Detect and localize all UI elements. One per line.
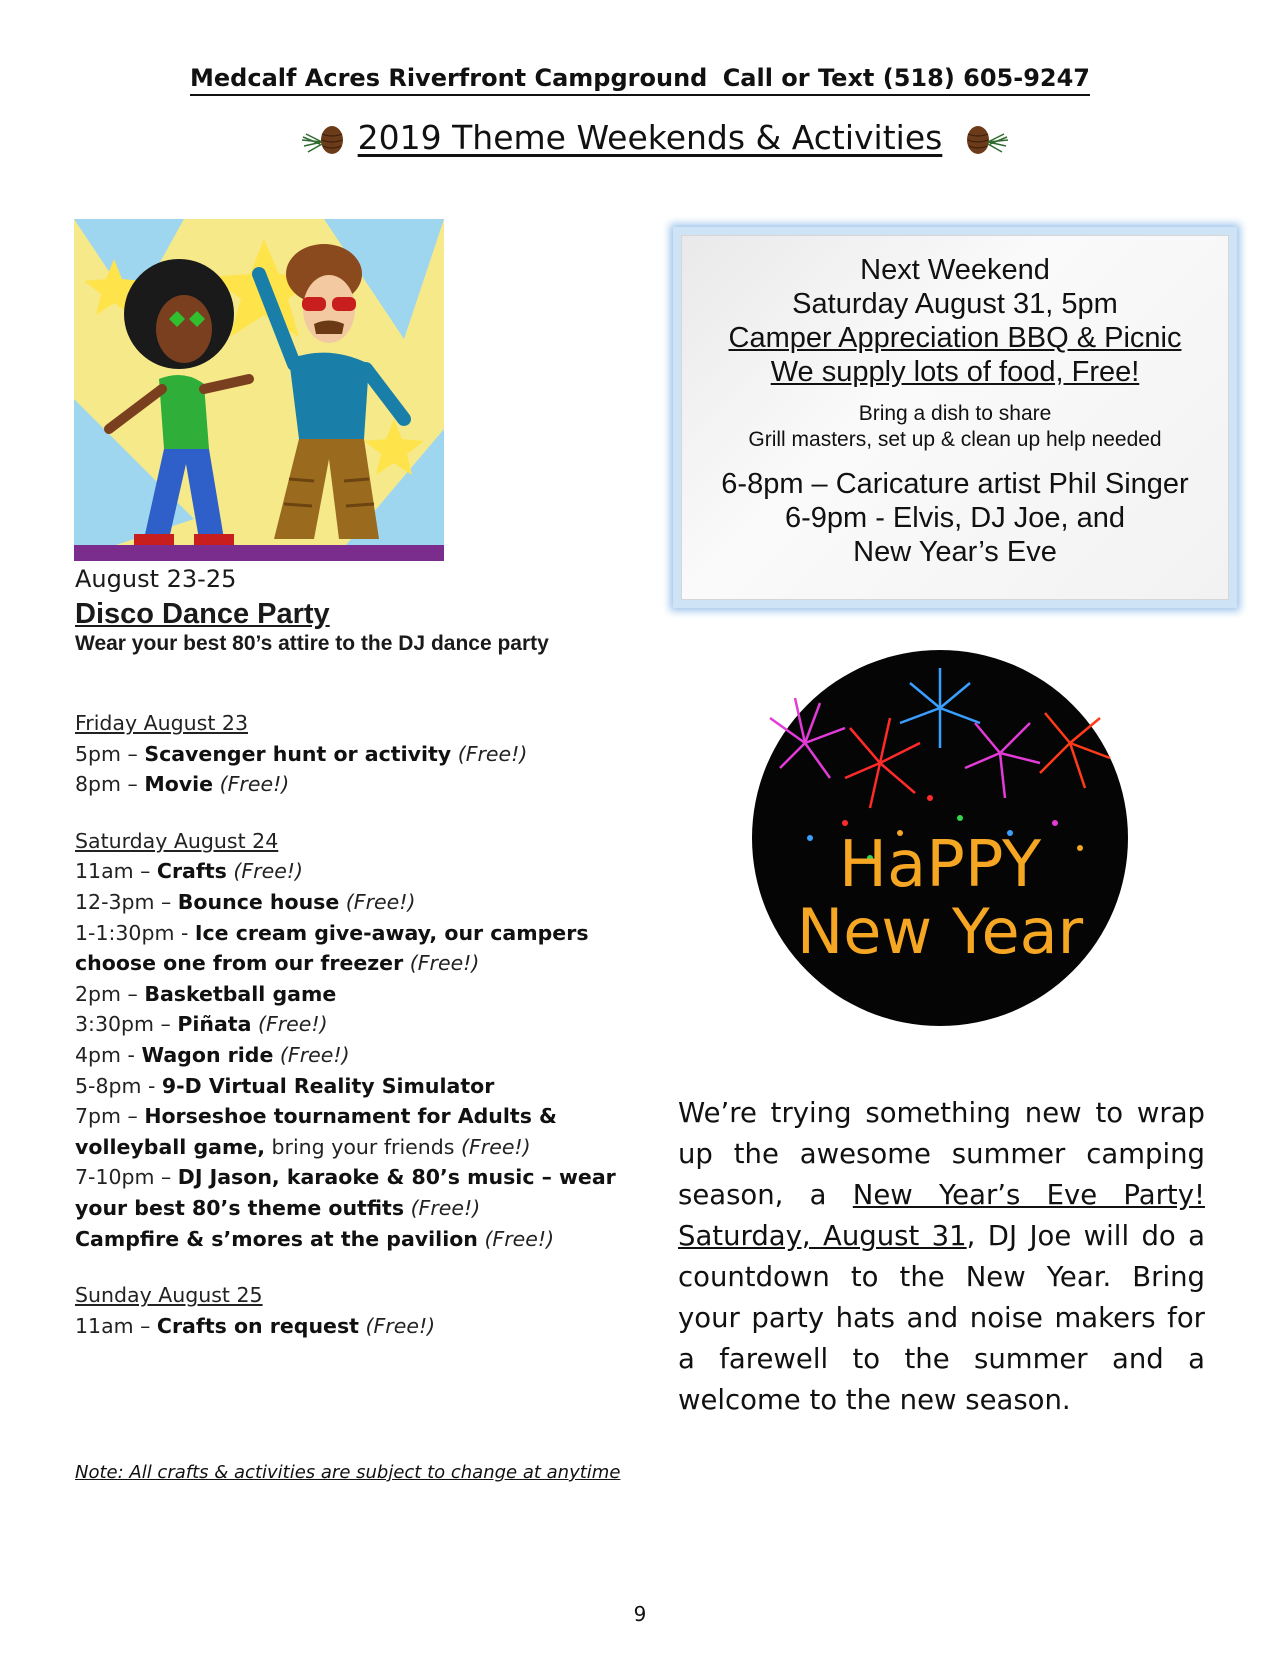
item-activity: DJ Jason, karaoke & 80’s music – wear your best 80’s theme outfits xyxy=(75,1165,616,1220)
pinecone-icon xyxy=(960,120,1010,160)
schedule-item xyxy=(75,887,635,918)
schedule-item xyxy=(75,1040,635,1071)
announcement-line: Camper Appreciation BBQ & Picnic xyxy=(728,322,1182,354)
item-time: 1-1:30pm - xyxy=(75,920,195,945)
item-free: (Free!) xyxy=(257,1012,328,1037)
event-tagline: Wear your best 80’s attire to the DJ dance party xyxy=(75,632,549,655)
announcement-line: 6-8pm – Caricature artist Phil Singer xyxy=(721,468,1189,500)
page-header xyxy=(190,60,1090,96)
item-time: 5pm – xyxy=(75,741,145,766)
item-free: (Free!) xyxy=(345,889,416,914)
item-free: (Free!) xyxy=(365,1313,436,1338)
contact-phone: Call or Text (518) 605-9247 xyxy=(722,64,1090,92)
schedule-item xyxy=(75,918,635,979)
paragraph-text: We’re trying something new to wrap up the awesome summer camping season, a xyxy=(678,1097,1205,1211)
item-activity: Movie xyxy=(144,772,214,797)
item-free: (Free!) xyxy=(410,1195,481,1220)
item-extra: bring your friends xyxy=(265,1134,461,1159)
announcement-box xyxy=(673,227,1237,608)
item-free: (Free!) xyxy=(457,741,528,766)
item-time: 8pm – xyxy=(75,772,145,797)
item-time: 5-8pm - xyxy=(75,1073,162,1098)
happy-new-year-graphic xyxy=(750,648,1130,1028)
item-time: 2pm – xyxy=(75,981,145,1006)
item-activity: Horseshoe tournament for Adults & volleyball game, xyxy=(75,1104,557,1159)
item-free: (Free!) xyxy=(219,772,290,797)
item-activity: Piñata xyxy=(177,1012,252,1037)
announcement-line: Grill masters, set up & clean up help needed xyxy=(748,428,1162,451)
item-activity: Scavenger hunt or activity xyxy=(144,741,452,766)
happy-text: HaPPY xyxy=(838,828,1042,902)
item-time: 11am – xyxy=(75,859,157,884)
item-activity: Crafts xyxy=(156,859,227,884)
disco-dancers-illustration xyxy=(74,219,444,561)
item-activity: Campfire & s’mores at the pavilion xyxy=(75,1226,478,1251)
schedule xyxy=(75,708,635,1341)
item-time: 12-3pm – xyxy=(75,889,178,914)
item-free: (Free!) xyxy=(460,1134,531,1159)
announcement-line: Saturday August 31, 5pm xyxy=(792,288,1118,320)
paragraph-underlined: New Year’s Eve Party! Saturday, August 31 xyxy=(678,1179,1205,1252)
schedule-item xyxy=(75,856,635,887)
item-activity: Crafts on request xyxy=(156,1313,359,1338)
new-years-eve-paragraph xyxy=(678,1093,1205,1421)
item-time: 3:30pm – xyxy=(75,1012,178,1037)
schedule-item xyxy=(75,1101,635,1162)
item-free: (Free!) xyxy=(409,951,480,976)
schedule-day-heading: Friday August 23 xyxy=(75,711,248,735)
schedule-item xyxy=(75,1071,635,1102)
item-time: 11am – xyxy=(75,1313,157,1338)
item-activity: Ice cream give-away, our campers choose one from our freezer xyxy=(75,920,589,976)
schedule-item xyxy=(75,1162,635,1223)
schedule-item xyxy=(75,1009,635,1040)
paragraph-text: , DJ Joe will do a countdown to the New Year. Bring your party hats and noise makers for a farewell to the summer and a welcome to the new season. xyxy=(678,1220,1205,1416)
item-time: 4pm - xyxy=(75,1042,142,1067)
item-free: (Free!) xyxy=(233,859,304,884)
announcement-line: 6-9pm - Elvis, DJ Joe, and xyxy=(784,502,1126,534)
disclaimer-note: Note: All crafts & activities are subject to change at anytime xyxy=(75,1462,621,1483)
event-dates: August 23-25 xyxy=(75,565,237,593)
page-title: 2019 Theme Weekends & Activities xyxy=(357,118,943,157)
announcement-line: Bring a dish to share xyxy=(858,402,1052,425)
item-activity: Bounce house xyxy=(177,889,340,914)
item-time: 7-10pm – xyxy=(75,1165,178,1190)
item-activity: 9-D Virtual Reality Simulator xyxy=(161,1073,495,1098)
item-activity: Wagon ride xyxy=(141,1042,274,1067)
campground-name: Medcalf Acres Riverfront Campground xyxy=(190,64,708,92)
schedule-item xyxy=(75,979,635,1010)
announcement-line: We supply lots of food, Free! xyxy=(770,356,1140,388)
schedule-item xyxy=(75,1224,635,1255)
announcement-line: New Year’s Eve xyxy=(853,536,1057,568)
item-free: (Free!) xyxy=(484,1226,555,1251)
new-year-text: New Year xyxy=(796,895,1084,968)
schedule-day-heading: Sunday August 25 xyxy=(75,1283,263,1308)
announcement-line: Next Weekend xyxy=(860,254,1050,286)
pinecone-icon xyxy=(300,120,350,160)
item-free: (Free!) xyxy=(279,1042,350,1067)
schedule-item xyxy=(75,769,635,800)
item-activity: Basketball game xyxy=(144,981,337,1006)
page-title-row xyxy=(300,118,1000,168)
schedule-item xyxy=(75,739,635,770)
page-number: 9 xyxy=(633,1602,647,1626)
schedule-item xyxy=(75,1311,635,1342)
schedule-day-heading: Saturday August 24 xyxy=(75,828,279,853)
item-time: 7pm – xyxy=(75,1104,145,1129)
event-name: Disco Dance Party xyxy=(75,598,330,630)
